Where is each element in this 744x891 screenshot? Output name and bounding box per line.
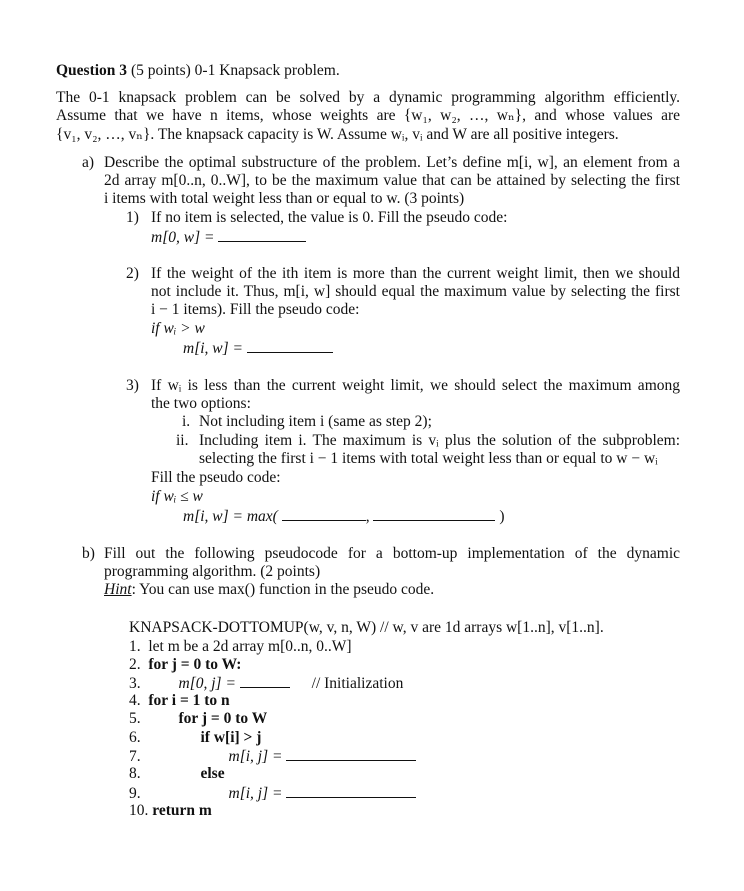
step2-code-assign: m[i, w] = <box>183 338 333 358</box>
step2-line-2: not include it. Thus, m[i, w] should equal the maximum value by selecting the first <box>151 283 680 300</box>
intro-line-2: Assume that we have n items, whose weights are {w₁, w₂, …, wₙ}, and whose values are <box>56 107 680 124</box>
step2-num: 2) <box>126 265 139 282</box>
option-ii-num: ii. <box>176 432 189 449</box>
step2-line-3: i − 1 items). Fill the pseudo code: <box>151 301 360 318</box>
part-b-line-1: Fill out the following pseudocode for a bottom-up implementation of the dynamic <box>104 545 680 562</box>
step3-blank-2[interactable] <box>373 506 495 521</box>
code-line-9: 9. m[i, j] = <box>129 783 416 803</box>
step3-line-2: the two options: <box>151 395 251 412</box>
step1-code: m[0, w] = <box>151 227 306 247</box>
code-line-6: 6. if w[i] > j <box>129 729 262 746</box>
step3-fill: Fill the pseudo code: <box>151 469 281 486</box>
code-line-2: 2. for j = 0 to W: <box>129 656 242 673</box>
code-line-4: 4. for i = 1 to n <box>129 692 230 709</box>
part-a-line-3: i items with total weight less than or equal to w. (3 points) <box>104 190 465 207</box>
step1-text: If no item is selected, the value is 0. Fill the pseudo code: <box>151 209 508 226</box>
code-blank-9[interactable] <box>286 783 416 798</box>
part-b-hint: Hint: You can use max() function in the pseudo code. <box>104 581 435 598</box>
code-blank-7[interactable] <box>286 746 416 761</box>
code-line-8: 8. else <box>129 765 225 782</box>
step3-code-assign: m[i, w] = max( , ) <box>183 508 505 525</box>
question-title: Question 3 (5 points) 0-1 Knapsack problem. <box>56 62 340 79</box>
step1-blank[interactable] <box>218 227 306 242</box>
part-a-line-2: 2d array m[0..n, 0..W], to be the maximum value that can be attained by selecting the first <box>104 172 680 189</box>
code-line-3: 3. m[0, j] = // Initialization <box>129 675 404 692</box>
step3-blank-1[interactable] <box>282 506 366 521</box>
step2-line-1: If the weight of the ith item is more than the current weight limit, then we should <box>151 265 680 282</box>
step3-line-1: If wᵢ is less than the current weight limit, we should select the maximum among <box>151 377 680 394</box>
code-line-5: 5. for j = 0 to W <box>129 710 268 727</box>
code-line-7: 7. m[i, j] = <box>129 746 416 766</box>
option-ii-line-1: Including item i. The maximum is vᵢ plus the solution of the subproblem: <box>199 432 680 449</box>
algorithm-header: KNAPSACK-DOTTOMUP(w, v, n, W) // w, v are 1d arrays w[1..n], v[1..n]. <box>129 619 604 636</box>
init-blank[interactable] <box>240 673 290 688</box>
step2-blank[interactable] <box>247 338 333 353</box>
step1-num: 1) <box>126 209 139 226</box>
option-i-text: Not including item i (same as step 2); <box>199 413 432 430</box>
step2-code-if: if wᵢ > w <box>151 320 205 337</box>
part-b-line-2: programming algorithm. (2 points) <box>104 563 321 580</box>
code-line-10: 10. return m <box>129 802 212 819</box>
part-b-label: b) <box>82 545 95 562</box>
intro-line-1: The 0-1 knapsack problem can be solved by a dynamic programming algorithm efficiently. <box>56 89 680 106</box>
part-a-label: a) <box>82 154 95 171</box>
option-i-num: i. <box>182 413 191 430</box>
step3-num: 3) <box>126 377 139 394</box>
code-line-1: 1. let m be a 2d array m[0..n, 0..W] <box>129 638 352 655</box>
part-a-line-1: Describe the optimal substructure of the problem. Let’s define m[i, w], an element from a <box>104 154 680 171</box>
option-ii-line-2: selecting the first i − 1 items with total weight less than or equal to w − wᵢ <box>199 450 658 467</box>
intro-line-3: {v₁, v₂, …, vₙ}. The knapsack capacity is W. Assume wᵢ, vᵢ and W are all positive integers. <box>56 126 619 143</box>
step3-code-if: if wᵢ ≤ w <box>151 488 203 505</box>
